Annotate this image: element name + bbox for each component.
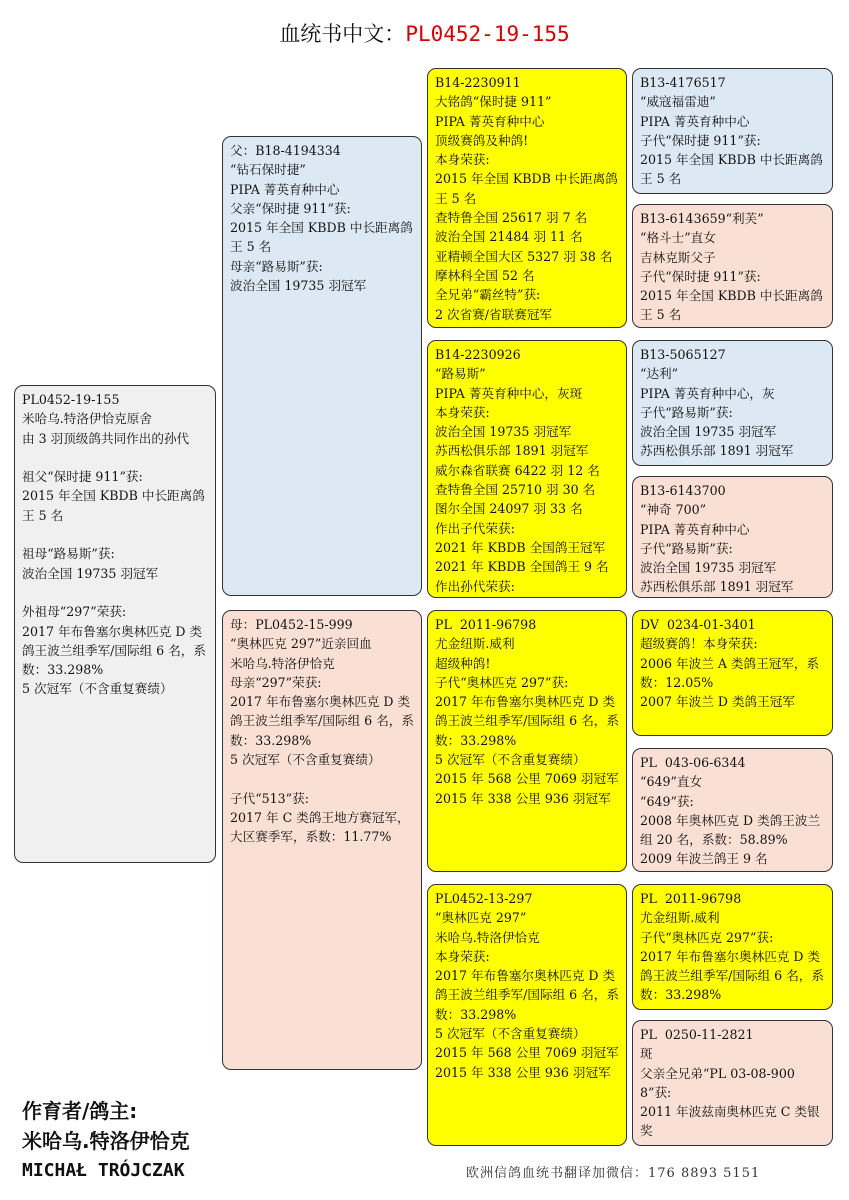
breeder-name-cn: 米哈乌.特洛伊恰克 [22,1129,190,1153]
card-line: “格斗士”直女 [640,230,716,246]
card-line: PIPA 菁英育种中心 [640,521,750,537]
card-line: 5 次冠军（不含重复赛绩） [435,752,586,768]
card-line: 2015 年全国 KBDB 中长距离鸽王 5 名 [435,171,618,206]
card-line: 查特鲁全国 25617 羽 7 名 [435,210,588,226]
title-label: 血统书中文： [279,22,406,46]
card-line: 超级赛鸽！本身荣获: [640,636,758,652]
card-line: 子代“奥林匹克 297”获: [640,929,774,945]
card-line: 苏西松俱乐部 1891 羽冠军 [435,443,589,459]
sire-dam-card [427,340,627,598]
card-line: 波治全国 19735 羽冠军 [22,565,159,581]
card-line: 大铭鸽“保时捷 911” [435,94,552,110]
card-line: “威寇福雷迪” [640,94,716,110]
card-line: PIPA 菁英育种中心 [230,181,340,197]
dam-sire-sire-card [632,610,833,736]
card-line: PL 0250-11-2821 [640,1027,754,1042]
card-line: 威尔森省联赛 6422 羽 12 名 [435,462,600,478]
card-line: PIPA 菁英育种中心，灰斑 [435,385,583,401]
card-line: “奥林匹克 297”近亲回血 [230,636,372,652]
card-line: “奥林匹克 297” [435,910,527,926]
card-line: 2017 年布鲁塞尔奥林匹克 D 类鸽王波兰组季军/国际组 6 名，系数：33.298% [230,694,414,748]
card-line: 5 次冠军（不含重复赛绩） [230,752,381,768]
card-line: 2015 年 568 公里 7069 羽冠军 [435,771,619,787]
card-line: 2017 年布鲁塞尔奥林匹克 D 类鸽王波兰组季军/国际组 6 名，系数：33.298% [435,694,619,748]
card-line: “钻石保时捷” [230,162,306,178]
card-line: 2017 年布鲁塞尔奥林匹克 D 类鸽王波兰组季军/国际组 6 名，系数：33.298% [22,623,206,678]
card-line: PIPA 菁英育种中心 [435,113,545,129]
card-line: 母亲“路易斯”获: [230,258,323,274]
card-line: 亚精顿全国大区 5327 羽 38 名 [435,248,613,264]
card-line: 5 次冠军（不含重复赛绩） [435,1026,586,1042]
card-line: 子代“路易斯”获: [640,540,733,556]
card-line: 2021 年 KBDB 全国鸽王 9 名 [435,559,609,575]
card-line: 图尔全国 24097 羽 33 名 [435,501,583,517]
card-line: 顶级赛鸽及种鸽! [435,132,529,148]
card-line: B14-2230911 [435,75,521,90]
card-line: 尤金纽斯.威利 [435,636,515,652]
card-line: 子代“奥林匹克 297”获: [435,674,569,690]
card-line: DV 0234-01-3401 [640,617,756,632]
card-line: PL0452-19-155 [22,392,120,407]
card-line: PL0452-13-297 [435,891,533,906]
sire-dam-dam-card [632,476,833,598]
card-line: 由 3 羽顶级鸽共同作出的孙代 [22,430,190,446]
card-line: 2017 年布鲁塞尔奥林匹克 D 类鸽王波兰组季军/国际组 6 名，系数：33.298% [435,968,619,1022]
card-line: 米哈乌.特洛伊恰克 [230,655,335,671]
card-line: 2015 年 338 公里 936 羽冠军 [435,1064,611,1080]
card-line: 波治全国 19735 羽冠军 [230,278,367,294]
card-line: PL 2011-96798 [640,891,742,906]
card-line: “649”获: [640,793,694,809]
sire-sire-card [427,68,627,328]
card-line: 2015 年全国 KBDB 中长距离鸽王 5 名 [22,488,205,523]
card-line: PL 043-06-6344 [640,755,746,770]
card-line: 子代“路易斯”获: [640,404,733,420]
card-line: 5 次冠军（不含重复赛绩） [22,681,173,697]
card-line: 2009 年波兰鸽王 9 名 [640,851,768,867]
card-line: 母：PL0452-15-999 [230,617,353,632]
card-line: 2015 年全国 KBDB 中长距离鸽王 5 名 [230,220,413,255]
card-line: 斑 [640,1046,653,1062]
card-line: 苏西松俱乐部 1891 羽冠军 [640,579,794,595]
card-line: 2015 年全国 KBDB 中长距离鸽王 5 名 [640,152,823,187]
dam-sire-dam-card [632,748,833,872]
sire-dam-sire-card [632,340,833,466]
card-line [22,583,208,602]
card-line: 祖父“保时捷 911”获: [22,469,143,485]
card-line: PIPA 菁英育种中心 [640,113,750,129]
card-line: 苏西松俱乐部 1891 羽冠军 [640,443,794,459]
card-line: 2021 年 KBDB 全国鸽王冠军 [435,539,606,555]
card-line: 波治全国 19735 羽冠军 [640,560,777,576]
card-line: 子代“保时捷 911”获: [640,268,761,284]
card-line: “649”直女 [640,774,703,790]
card-line: “神奇 700” [640,502,707,518]
card-line: PL 2011-96798 [435,617,537,632]
card-line: B13-6143659“利芙” [640,211,764,226]
card-line: 子代“保时捷 911”获: [640,132,761,148]
dam-dam-dam-card [632,1020,833,1146]
card-line: 全兄弟“霸丝特”获: [435,287,541,303]
card-line: 作出孙代荣获: [435,578,515,594]
card-line: 2006 年波兰 A 类鸽王冠军，系数：12.05% [640,655,820,690]
card-line: 外祖母“297”荣获: [22,604,127,620]
card-line: 2007 年波兰 D 类鸽王冠军 [640,694,795,710]
card-line: 超级种鸽! [435,655,491,671]
card-line: B13-5065127 [640,347,726,362]
card-line: B13-4176517 [640,75,726,90]
card-line: 父亲“保时捷 911”获: [230,200,351,216]
card-line: 2015 年全国 KBDB 中长距离鸽王 5 名 [640,288,823,323]
card-line: 2 次省赛/省联赛冠军 [435,306,553,322]
card-line [22,448,208,467]
breeder-name-en: MICHAŁ TRÓJCZAK [22,1160,185,1181]
sire-sire-dam-card [632,204,833,328]
card-line: 2015 年 568 公里 7069 羽冠军 [435,1045,619,1061]
card-line: B14-2230926 [435,347,521,362]
pigeon-card [14,385,216,863]
card-line [230,769,414,788]
card-line: 2011 年波兹南奥林匹克 C 类银奖 [640,1104,820,1139]
card-line: 父亲全兄弟“PL 03-08-9008”获: [640,1065,795,1100]
card-line: 作出子代荣获: [435,520,515,536]
dam-sire-card [427,610,627,872]
dam-dam-sire-card [632,884,833,1010]
card-line: 波治全国 21484 羽 11 名 [435,229,583,245]
card-line: 本身荣获: [435,404,490,420]
breeder-block [22,1096,190,1186]
pedigree-code: PL0452-19-155 [405,22,570,46]
breeder-label: 作育者/鸽主: [22,1099,138,1123]
card-line: 波治全国 19735 羽冠军 [640,424,777,440]
card-line: 父：B18-4194334 [230,143,341,158]
translation-contact: 欧洲信鸽血统书翻译加微信：176 8893 5151 [466,1166,761,1181]
card-line: 查特鲁全国 25710 羽 30 名 [435,482,596,498]
card-line: 摩林科全国 52 名 [435,267,535,283]
sire-sire-sire-card [632,68,833,194]
card-line: 2017 年布鲁塞尔奥林匹克 D 类鸽王波兰组季军/国际组 6 名，系数：33.298% [640,948,824,1003]
card-line: 米哈乌.特洛伊恰克原舍 [22,411,152,427]
dam-card [222,610,422,1070]
card-line: 2008 年奥林匹克 D 类鸽王波兰组 20 名，系数：58.89% [640,812,821,848]
card-line: 2015 年 338 公里 936 羽冠军 [435,790,611,806]
dam-dam-card [427,884,627,1146]
card-line: B13-6143700 [640,483,726,498]
sire-card [222,136,422,596]
card-line: “路易斯” [435,366,486,382]
card-line: 本身荣获: [435,152,490,168]
card-line: 米哈乌.特洛伊恰克 [435,929,540,945]
card-line: 母亲“297”荣获: [230,674,322,690]
card-line: 波治全国 19735 羽冠军 [435,424,572,440]
card-line: 祖母“路易斯”获: [22,546,115,562]
card-line [22,525,208,544]
card-line: 2017 年 C 类鸽王地方赛冠军，大区赛季军，系数：11.77% [230,809,410,845]
card-line: 本身荣获: [435,948,490,964]
card-line: 尤金纽斯.威利 [640,910,720,926]
card-line: 吉林克斯父子 [640,249,716,265]
card-line: “达利” [640,366,679,382]
card-line: 子代“513”获: [230,790,309,806]
page-title [0,18,849,48]
card-line: PIPA 菁英育种中心，灰 [640,385,775,401]
